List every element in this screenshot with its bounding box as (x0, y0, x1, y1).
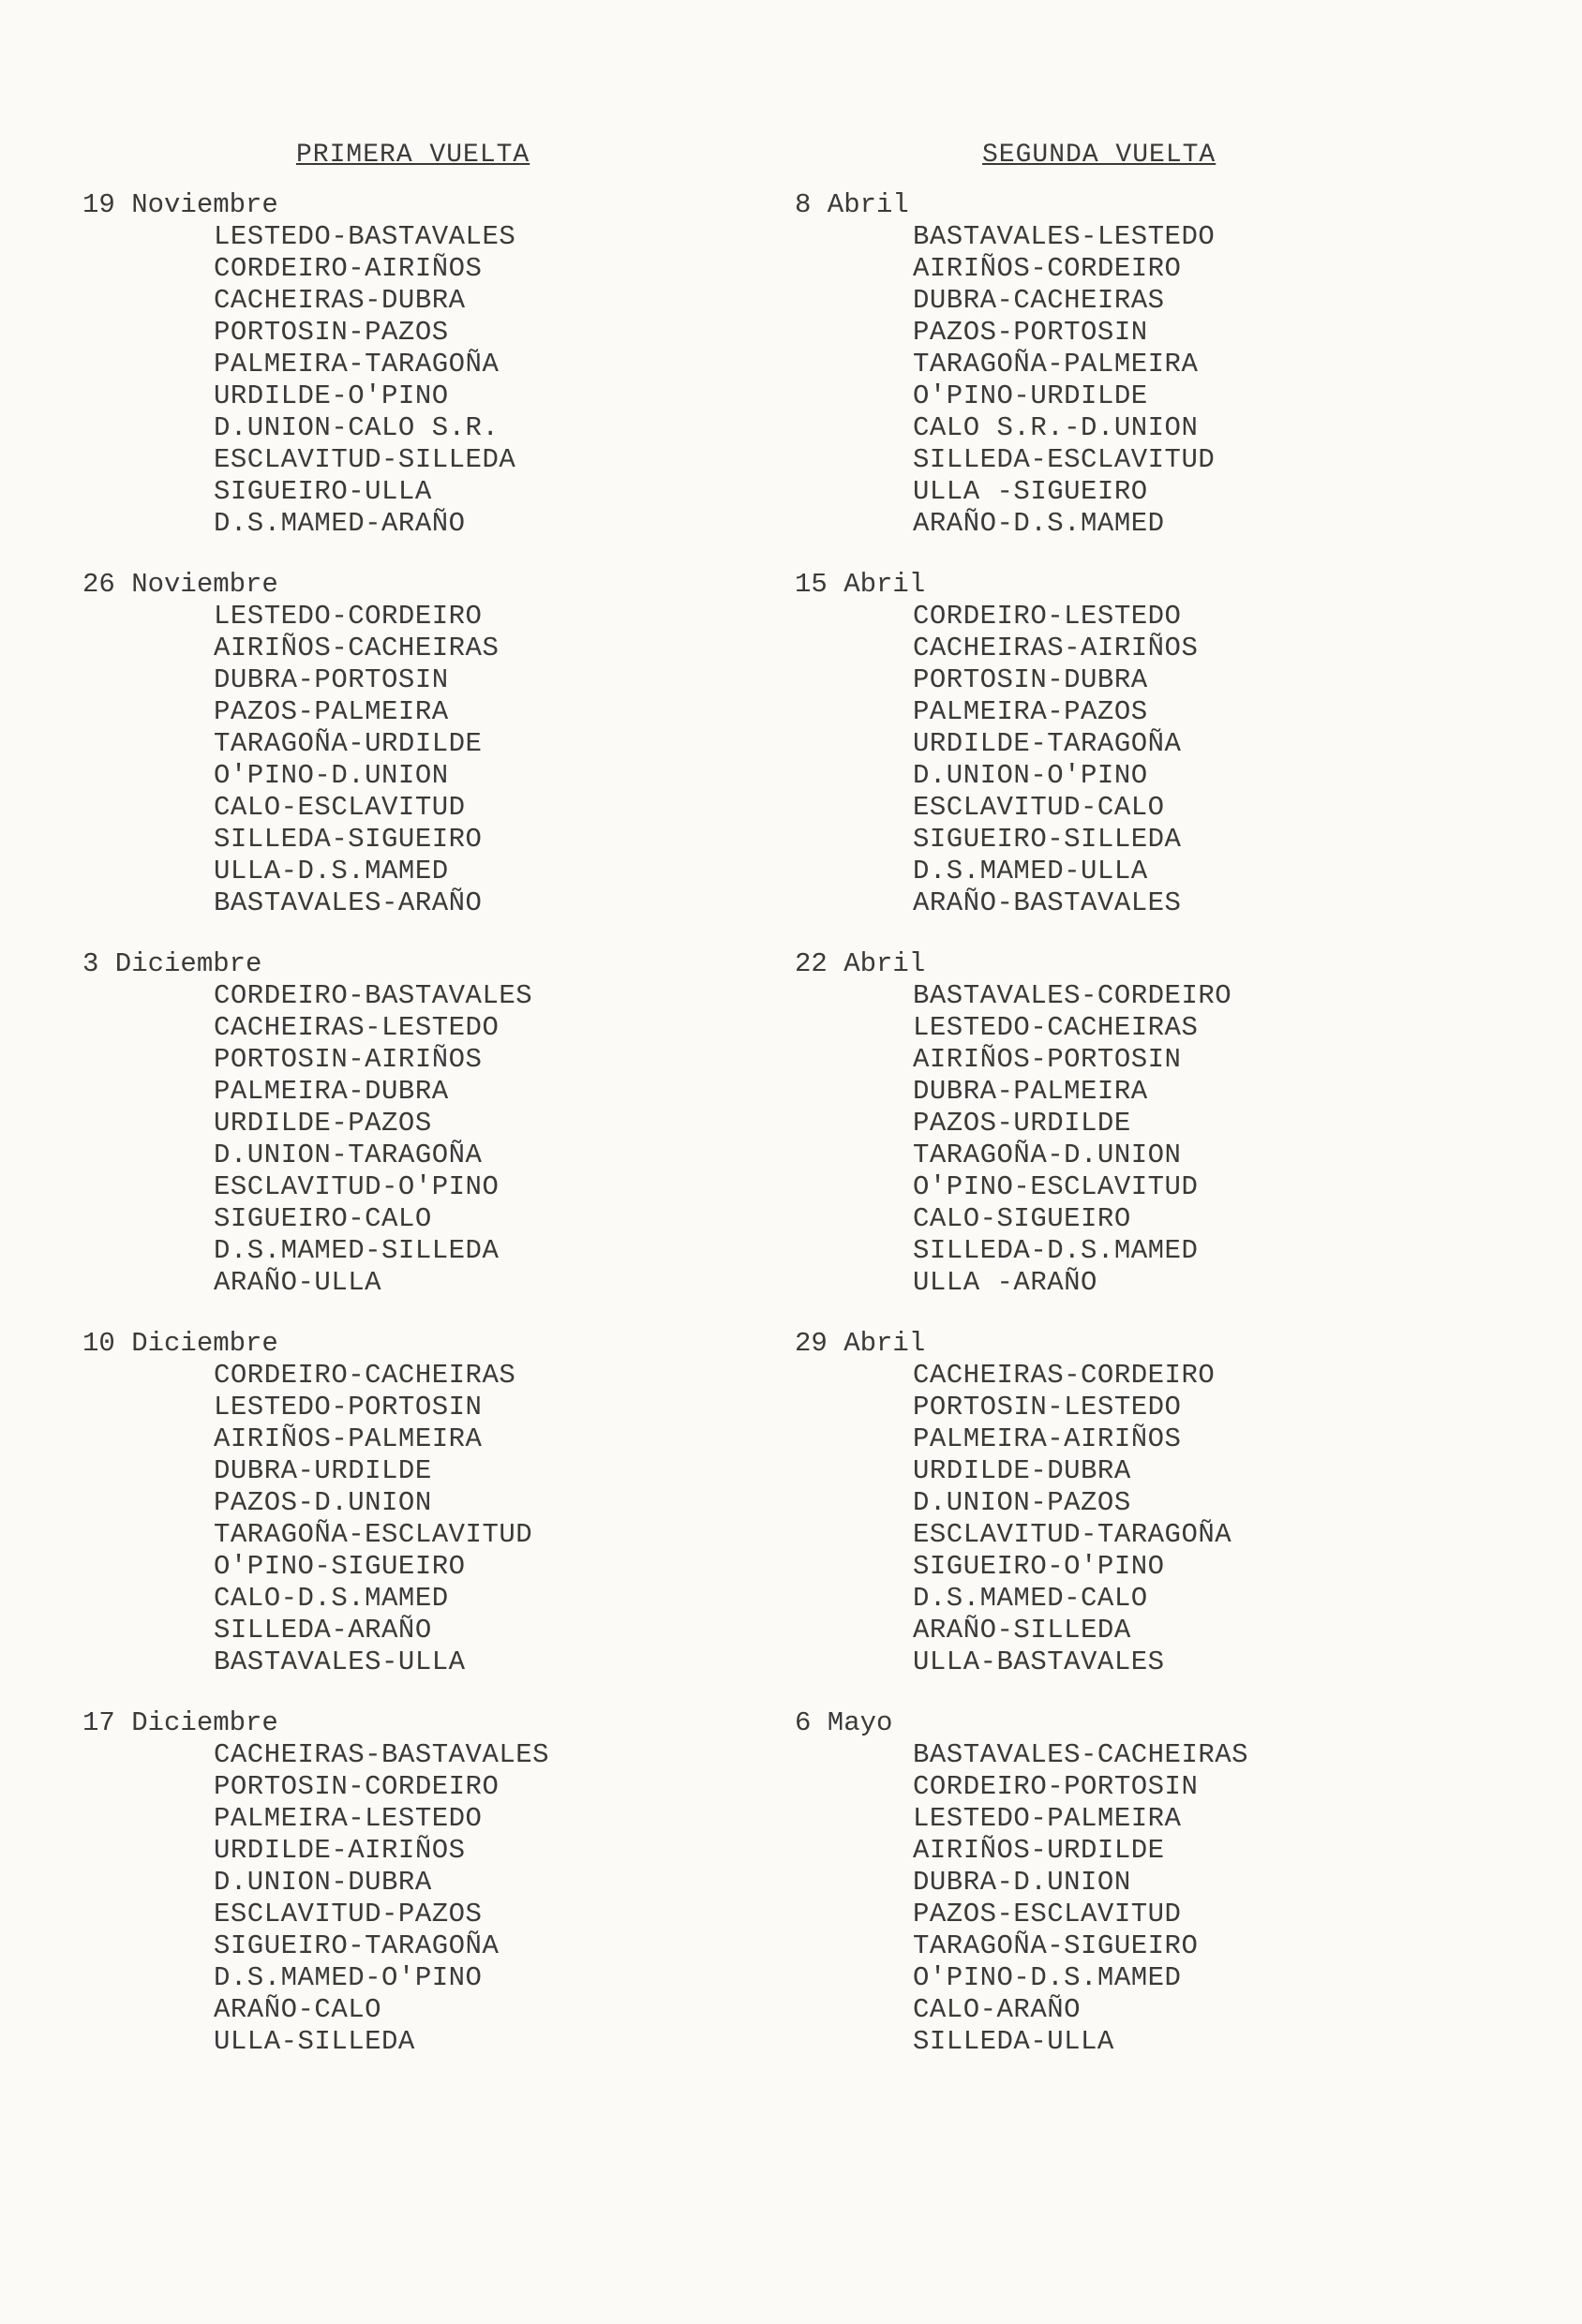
match-item: O'PINO-ESCLAVITUD (913, 1171, 1199, 1202)
match-item: DUBRA-D.UNION (913, 1867, 1131, 1898)
match-item: D.UNION-PAZOS (913, 1487, 1131, 1518)
match-item: AIRIÑOS-PORTOSIN (913, 1044, 1182, 1075)
match-list (913, 1739, 1248, 2058)
match-item: CALO-ARAÑO (913, 1994, 1082, 2025)
match-item: URDILDE-PAZOS (214, 1108, 432, 1139)
match-item: ULLA-BASTAVALES (913, 1646, 1165, 1677)
match-item: PAZOS-URDILDE (913, 1108, 1131, 1139)
match-item: ULLA-SILLEDA (214, 2026, 415, 2057)
match-list (214, 601, 499, 919)
match-item: URDILDE-O'PINO (214, 380, 449, 411)
round-block (795, 1328, 1232, 1707)
match-item: CORDEIRO-CACHEIRAS (214, 1360, 516, 1391)
match-item: D.S.MAMED-CALO (913, 1583, 1148, 1614)
match-item: PORTOSIN-CORDEIRO (214, 1771, 500, 1802)
match-item: SILLEDA-ULLA (913, 2026, 1114, 2057)
match-item: SILLEDA-SIGUEIRO (214, 824, 483, 855)
match-item: DUBRA-PALMEIRA (913, 1076, 1148, 1107)
match-item: ESCLAVITUD-SILLEDA (214, 444, 516, 475)
match-item: LESTEDO-PORTOSIN (214, 1392, 483, 1423)
match-list (214, 980, 532, 1299)
round-date: 6 Mayo (795, 1707, 893, 1738)
match-item: URDILDE-AIRIÑOS (214, 1835, 466, 1866)
round-date: 15 Abril (795, 569, 926, 600)
segunda-rounds (795, 189, 1249, 2087)
match-item: AIRIÑOS-CACHEIRAS (214, 633, 500, 663)
match-item: PALMEIRA-LESTEDO (214, 1803, 483, 1834)
match-list (913, 601, 1198, 919)
round-block (82, 189, 516, 569)
round-block (82, 948, 533, 1328)
match-item: BASTAVALES-CACHEIRAS (913, 1739, 1249, 1770)
round-date: 26 Noviembre (82, 569, 278, 600)
match-item: PAZOS-PALMEIRA (214, 696, 449, 727)
match-item: O'PINO-URDILDE (913, 380, 1148, 411)
match-item: O'PINO-SIGUEIRO (214, 1551, 466, 1582)
match-item: LESTEDO-BASTAVALES (214, 221, 516, 252)
match-item: DUBRA-CACHEIRAS (913, 285, 1165, 316)
round-date: 8 Abril (795, 189, 909, 220)
match-item: TARAGOÑA-D.UNION (913, 1140, 1182, 1170)
round-block (795, 189, 1216, 569)
match-item: LESTEDO-CORDEIRO (214, 601, 483, 632)
match-item: PORTOSIN-LESTEDO (913, 1392, 1182, 1423)
match-item: CALO S.R.-D.UNION (913, 412, 1199, 443)
round-date: 10 Diciembre (82, 1328, 278, 1359)
match-list (913, 980, 1231, 1299)
match-item: BASTAVALES-CORDEIRO (913, 980, 1232, 1011)
match-list (214, 1739, 549, 2058)
round-date: 3 Diciembre (82, 948, 262, 979)
match-item: SILLEDA-D.S.MAMED (913, 1235, 1199, 1266)
match-item: CORDEIRO-BASTAVALES (214, 980, 533, 1011)
match-item: ARAÑO-SILLEDA (913, 1615, 1131, 1646)
match-item: CALO-ESCLAVITUD (214, 792, 466, 823)
match-item: D.UNION-DUBRA (214, 1867, 432, 1898)
match-item: D.S.MAMED-SILLEDA (214, 1235, 500, 1266)
match-item: LESTEDO-CACHEIRAS (913, 1012, 1199, 1043)
match-item: PORTOSIN-AIRIÑOS (214, 1044, 483, 1075)
match-item: ESCLAVITUD-O'PINO (214, 1171, 500, 1202)
round-block (82, 569, 500, 948)
match-item: PALMEIRA-PAZOS (913, 696, 1148, 727)
match-item: AIRIÑOS-CORDEIRO (913, 253, 1182, 284)
match-item: ESCLAVITUD-PAZOS (214, 1899, 483, 1929)
match-item: TARAGOÑA-SIGUEIRO (913, 1930, 1199, 1961)
match-item: DUBRA-PORTOSIN (214, 664, 449, 695)
round-block (82, 1707, 550, 2087)
match-item: PORTOSIN-DUBRA (913, 664, 1148, 695)
round-date: 17 Diciembre (82, 1707, 278, 1738)
match-item: TARAGOÑA-PALMEIRA (913, 349, 1199, 380)
match-item: ARAÑO-CALO (214, 1994, 382, 2025)
match-item: D.UNION-O'PINO (913, 760, 1148, 791)
match-item: ULLA-D.S.MAMED (214, 856, 449, 886)
match-item: PAZOS-ESCLAVITUD (913, 1899, 1182, 1929)
primera-rounds (82, 189, 550, 2087)
match-item: ARAÑO-BASTAVALES (913, 887, 1182, 918)
match-item: ESCLAVITUD-CALO (913, 792, 1165, 823)
primera-vuelta-heading: PRIMERA VUELTA (296, 141, 530, 170)
match-item: SIGUEIRO-SILLEDA (913, 824, 1182, 855)
round-block (795, 1707, 1249, 2087)
match-item: SILLEDA-ARAÑO (214, 1615, 432, 1646)
match-item: ARAÑO-ULLA (214, 1267, 382, 1298)
match-item: D.S.MAMED-ARAÑO (214, 508, 466, 539)
match-item: SIGUEIRO-O'PINO (913, 1551, 1165, 1582)
match-item: CACHEIRAS-LESTEDO (214, 1012, 500, 1043)
match-item: PAZOS-PORTOSIN (913, 317, 1148, 348)
match-item: CACHEIRAS-AIRIÑOS (913, 633, 1199, 663)
match-item: AIRIÑOS-PALMEIRA (214, 1423, 483, 1454)
match-item: BASTAVALES-LESTEDO (913, 221, 1216, 252)
match-item: PALMEIRA-AIRIÑOS (913, 1423, 1182, 1454)
round-date: 22 Abril (795, 948, 926, 979)
match-item: PAZOS-D.UNION (214, 1487, 432, 1518)
round-block (82, 1328, 533, 1707)
match-item: CORDEIRO-LESTEDO (913, 601, 1182, 632)
match-list (913, 1360, 1231, 1678)
match-item: ARAÑO-D.S.MAMED (913, 508, 1165, 539)
match-item: URDILDE-TARAGOÑA (913, 728, 1182, 759)
match-list (214, 221, 515, 540)
match-item: CORDEIRO-AIRIÑOS (214, 253, 483, 284)
match-item: LESTEDO-PALMEIRA (913, 1803, 1182, 1834)
match-item: CACHEIRAS-DUBRA (214, 285, 466, 316)
match-item: DUBRA-URDILDE (214, 1455, 432, 1486)
match-item: D.S.MAMED-O'PINO (214, 1962, 483, 1993)
round-block (795, 948, 1232, 1328)
round-date: 19 Noviembre (82, 189, 278, 220)
match-item: PALMEIRA-DUBRA (214, 1076, 449, 1107)
match-item: AIRIÑOS-URDILDE (913, 1835, 1165, 1866)
match-item: BASTAVALES-ULLA (214, 1646, 466, 1677)
match-item: CACHEIRAS-BASTAVALES (214, 1739, 550, 1770)
match-item: SIGUEIRO-ULLA (214, 476, 432, 507)
match-item: O'PINO-D.UNION (214, 760, 449, 791)
match-item: SILLEDA-ESCLAVITUD (913, 444, 1216, 475)
match-item: ULLA -ARAÑO (913, 1267, 1097, 1298)
match-item: PORTOSIN-PAZOS (214, 317, 449, 348)
match-item: CALO-D.S.MAMED (214, 1583, 449, 1614)
round-block (795, 569, 1199, 948)
match-item: D.UNION-CALO S.R. (214, 412, 500, 443)
match-item: ULLA -SIGUEIRO (913, 476, 1148, 507)
round-date: 29 Abril (795, 1328, 926, 1359)
match-item: SIGUEIRO-TARAGOÑA (214, 1930, 500, 1961)
match-list (913, 221, 1215, 540)
match-item: URDILDE-DUBRA (913, 1455, 1131, 1486)
match-item: D.S.MAMED-ULLA (913, 856, 1148, 886)
match-item: TARAGOÑA-URDILDE (214, 728, 483, 759)
match-item: TARAGOÑA-ESCLAVITUD (214, 1519, 533, 1550)
match-item: ESCLAVITUD-TARAGOÑA (913, 1519, 1232, 1550)
match-item: SIGUEIRO-CALO (214, 1203, 432, 1234)
match-item: CACHEIRAS-CORDEIRO (913, 1360, 1216, 1391)
segunda-vuelta-heading: SEGUNDA VUELTA (982, 141, 1216, 170)
match-item: O'PINO-D.S.MAMED (913, 1962, 1182, 1993)
match-item: BASTAVALES-ARAÑO (214, 887, 483, 918)
match-item: D.UNION-TARAGOÑA (214, 1140, 483, 1170)
match-list (214, 1360, 532, 1678)
match-item: CORDEIRO-PORTOSIN (913, 1771, 1199, 1802)
match-item: PALMEIRA-TARAGOÑA (214, 349, 500, 380)
match-item: CALO-SIGUEIRO (913, 1203, 1131, 1234)
